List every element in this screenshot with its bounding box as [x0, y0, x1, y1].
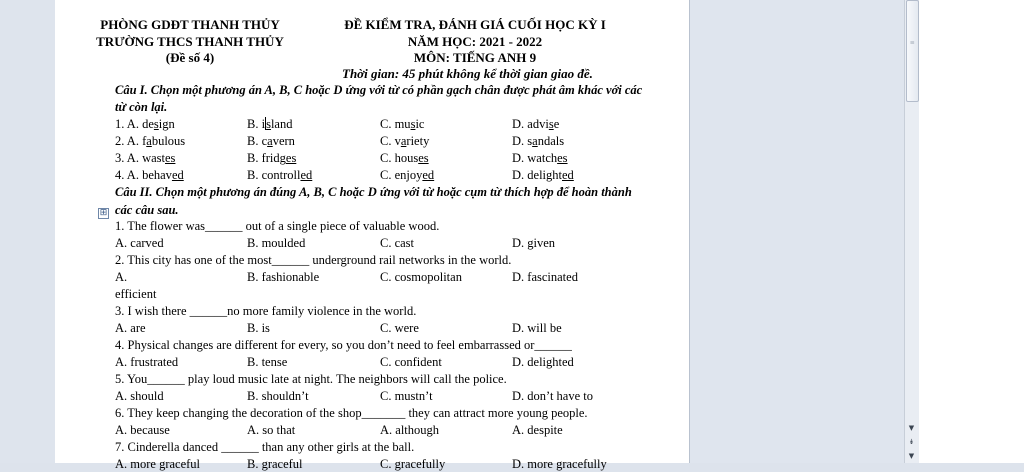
right-gutter: [690, 0, 904, 463]
section1-title-cont: từ còn lại.: [115, 100, 168, 114]
page-down-icon[interactable]: ↡: [908, 438, 915, 446]
time-limit: Thời gian: 45 phút không kể thời gian giao đề.: [342, 66, 593, 81]
section2-title: Câu II. Chọn một phương án đúng A, B, C hoặc D ứng với từ hoặc cụm từ thích hợp để hoàn thành: [115, 185, 632, 199]
question-3: 3. I wish there ______no more family violence in the world.: [115, 304, 417, 318]
dept-name: PHÒNG GDĐT THANH THỦY: [100, 17, 280, 32]
outside-area: [919, 0, 1024, 463]
scroll-down-icon[interactable]: ▼: [908, 452, 915, 460]
scroll-down-arrow-icon[interactable]: ▼: [908, 424, 915, 432]
grip-icon: ≡: [910, 38, 915, 47]
question-7: 7. Cinderella danced ______ than any other girls at the ball.: [115, 440, 415, 454]
scroll-thumb[interactable]: [906, 0, 919, 102]
question-5: 5. You______ play loud music late at night. The neighbors will call the police.: [115, 372, 507, 386]
exam-title: ĐỀ KIỂM TRA, ĐÁNH GIÁ CUỐI HỌC KỲ I: [344, 17, 606, 32]
question-2: 2. This city has one of the most______ underground rail networks in the world.: [115, 253, 512, 267]
left-gutter: [0, 0, 55, 463]
school-name: TRƯỜNG THCS THANH THỦY: [96, 34, 284, 49]
exam-number: (Đề số 4): [165, 50, 215, 65]
question-6: 6. They keep changing the decoration of the shop_______ they can attract more young people.: [115, 406, 588, 420]
section2-title-cont: các câu sau.: [115, 203, 179, 217]
answer-2-cont: efficient: [115, 287, 157, 301]
table-move-handle-icon[interactable]: ⊞: [99, 208, 108, 218]
document-page[interactable]: PHÒNG GDĐT THANH THỦY TRƯỜNG THCS THANH THỦY (Đề số 4) ĐỀ KIỂM TRA, ĐÁNH GIÁ CUỐI HỌC KỲ I NĂM HỌC: 2021 - 2022 MÔN: TIẾNG ANH 9 Thời gian: 45 phút không kể thời gian giao đề. Câu I. Chọn một phương án A, B, C hoặc D ứng với từ có phần gạch chân được phát âm khác với các từ còn lại. 1. A. design B. island C. music D. advise 2. A. fabulous B. cavern C. variety D. sandals 3. A. wastes B. fridges C. houses D. watches 4. A. behaved B. controlled C. enjoyed D. delighted Câu II. Chọn một phương án đúng A, B, C hoặc D ứng với từ hoặc cụm từ thích hợp để hoàn thành các câu sau. 1. The flower was______ out of a single piece of valuable wood. A. carved B. moulded C. cast D. given 2. This city has one of the most______ underground rail networks in the world. A. B. fashionable C. cosmopolitan D. fascinated efficient 3. I wish there ______no more family violence in the world. A. are B. is C. were D. will be 4. Physical changes are different for every, so you don’t need to feel embarrassed or______ A. frustrated B. tense C. confident D. delighted 5. You______ play loud music late at night. The neighbors will call the police. A. should B. shouldn’t C. mustn’t D. don’t have to 6. They keep changing the decoration of the shop_______ they can attract more young people. A. because A. so that A. although A. despite 7. Cinderella danced ______ than any other girls at the ball. A. more graceful B. graceful C. gracefully D. more gracefully: [55, 0, 690, 463]
question-1: 1. The flower was______ out of a single piece of valuable wood.: [115, 219, 440, 233]
school-year: NĂM HỌC: 2021 - 2022: [407, 34, 543, 49]
subject: MÔN: TIẾNG ANH 9: [413, 50, 537, 65]
vertical-scrollbar[interactable]: [904, 0, 919, 463]
question-4: 4. Physical changes are different for every, so you don’t need to feel embarrassed or______: [115, 338, 572, 352]
section1-title: Câu I. Chọn một phương án A, B, C hoặc D ứng với từ có phần gạch chân được phát âm khác với các: [115, 83, 643, 97]
